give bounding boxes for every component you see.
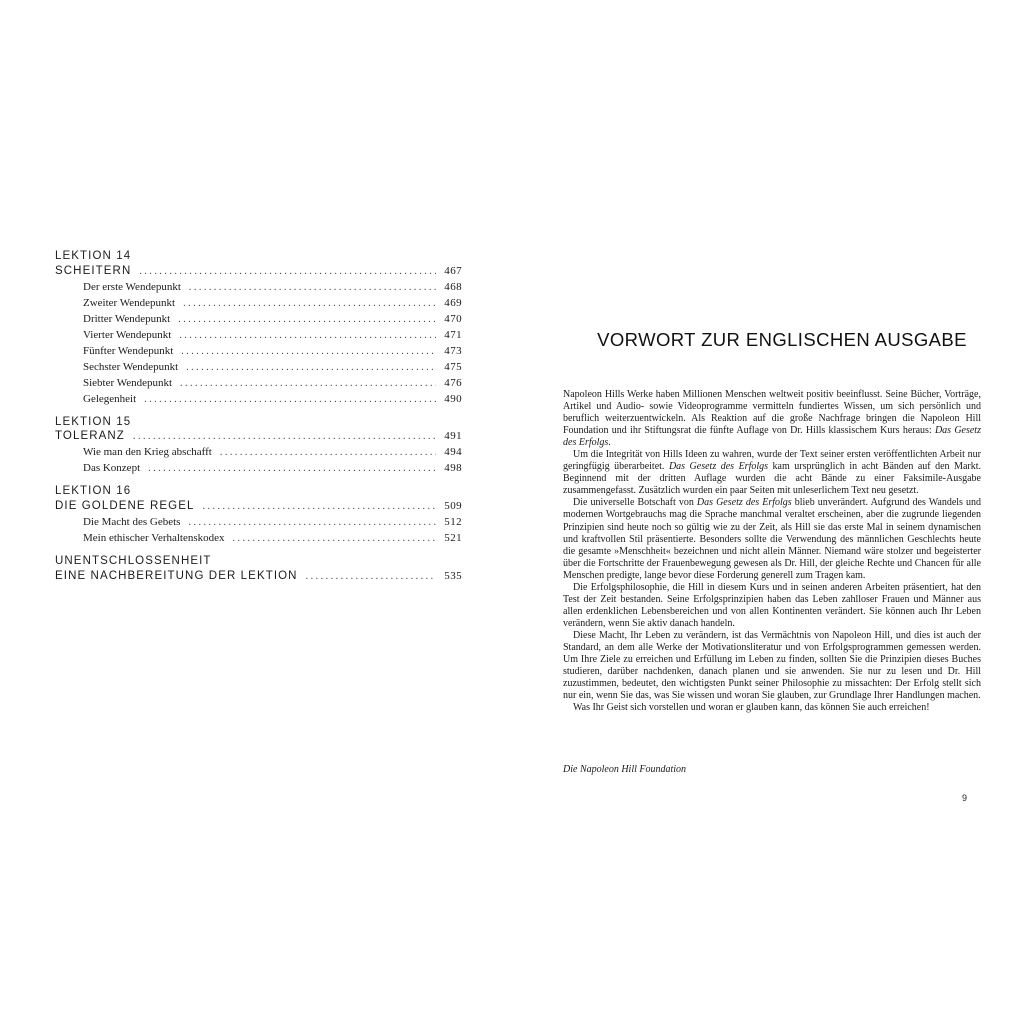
page-title: VORWORT ZUR ENGLISCHEN AUSGABE bbox=[597, 329, 967, 350]
text-span: kam ursprünglich in acht Bänden auf den Markt. Beginnend mit der dritten Auflage wurden die acht Bände zu einer Faksimile-Ausgabe zusammengefasst. Zusätzlich wurden ein paar Seiten mit unleserlichem Text neu gesetzt. bbox=[563, 461, 982, 497]
toc-entry-title: Zweiter Wendepunkt bbox=[83, 296, 176, 309]
toc-page-number: 476 bbox=[444, 376, 462, 389]
toc-page-number: 475 bbox=[444, 360, 462, 373]
lesson-label: LEKTION 15 bbox=[55, 415, 132, 428]
toc-entry-title: Die Macht des Gebets bbox=[83, 515, 181, 528]
toc-page-number: 470 bbox=[444, 312, 462, 325]
toc-entry-title: Vierter Wendepunkt bbox=[83, 328, 172, 341]
toc-group-lesson-15 bbox=[55, 415, 462, 479]
toc-page-number: 512 bbox=[444, 515, 462, 528]
toc-group-final bbox=[55, 554, 462, 586]
toc-entry[interactable] bbox=[55, 462, 462, 478]
toc-page-number: 521 bbox=[444, 531, 462, 544]
toc-heading-title: SCHEITERN bbox=[55, 264, 132, 277]
dot-leader bbox=[179, 330, 436, 341]
lesson-label: LEKTION 16 bbox=[55, 485, 132, 497]
toc-entry[interactable] bbox=[55, 313, 462, 329]
paragraph bbox=[563, 497, 981, 581]
foreword-body bbox=[563, 389, 981, 714]
toc-page-number: 509 bbox=[444, 499, 462, 512]
book-title: Das Gesetz des Erfolgs bbox=[696, 497, 792, 509]
toc-entry-title: Fünfter Wendepunkt bbox=[83, 344, 174, 357]
toc-page-number: 471 bbox=[444, 328, 462, 341]
right-page bbox=[512, 0, 1024, 1024]
toc-entry[interactable] bbox=[55, 361, 462, 377]
text-span: . bbox=[608, 437, 611, 449]
book-title: Das Gesetz des Erfolgs bbox=[563, 425, 981, 449]
toc-group-lesson-16 bbox=[55, 484, 462, 548]
dot-leader bbox=[306, 571, 437, 582]
toc-page-number: 469 bbox=[444, 296, 462, 309]
toc-entry[interactable] bbox=[55, 516, 462, 532]
text-span: Um die Integrität von Hills Ideen zu wahren, wurde der Text seiner ersten veröffentlichten Arbeit nur geringfügig überarbeitet. bbox=[563, 449, 981, 473]
toc-entry[interactable] bbox=[55, 532, 462, 548]
paragraph: Diese Macht, Ihr Leben zu verändern, ist das Vermächtnis von Napoleon Hill, und dies ist auch der Standard, an dem alle Werke der Motivationsliteratur und von Erfolgsprogrammen gemessen werden. Um Ihre Ziele zu erreichen und Erfüllung im Leben zu finden, sollten Sie die Prinzipien dieses Buches studieren, darüber nachdenken, danach planen und sie anwenden. Sie nur zu lesen und Dr. Hill zuzustimmen, bedeutet, den wichtigsten Punkt seiner Philosophie zu missachten: Der Erfolg stellt sich nur ein, wenn Sie das, was Sie wissen und woran Sie glauben, zur Grundlage Ihrer Handlungen machen. bbox=[563, 629, 981, 702]
dot-leader bbox=[181, 346, 436, 357]
paragraph: Die Erfolgsphilosophie, die Hill in diesem Kurs und in seinen anderen Arbeiten präsentiert, hat den Test der Zeit bestanden. Seine Erfolgsprinzipien haben das Leben zahlloser Frauen und Männer aus allen erdenklichen Lebensbereichen und von allen Kontinenten verändert. Sie können auch Ihr Leben verändern, wenn Sie aktiv danach handeln. bbox=[563, 581, 981, 629]
toc-entry[interactable] bbox=[55, 446, 462, 462]
toc-entry-title: Dritter Wendepunkt bbox=[83, 312, 171, 325]
dot-leader bbox=[180, 378, 436, 389]
toc-entry-heading[interactable] bbox=[55, 430, 462, 446]
dot-leader bbox=[220, 447, 436, 458]
toc-page-number: 498 bbox=[444, 462, 462, 474]
toc-entry[interactable] bbox=[55, 393, 462, 409]
toc-page-number: 468 bbox=[444, 280, 462, 293]
page-number: 9 bbox=[962, 793, 968, 803]
toc-entry[interactable] bbox=[55, 297, 462, 313]
signature: Die Napoleon Hill Foundation bbox=[563, 764, 687, 775]
toc-page-number: 490 bbox=[444, 392, 462, 405]
dot-leader bbox=[186, 362, 436, 373]
text-span: Die universelle Botschaft von bbox=[573, 497, 697, 509]
toc-entry-title: Siebter Wendepunkt bbox=[83, 376, 173, 389]
dot-leader bbox=[148, 463, 436, 474]
toc-page-number: 473 bbox=[444, 344, 462, 357]
dot-leader bbox=[144, 394, 436, 405]
dot-leader bbox=[202, 501, 436, 512]
toc-entry-title: Das Konzept bbox=[83, 462, 141, 474]
toc-entry-heading[interactable] bbox=[55, 570, 462, 586]
toc-entry-title: Sechster Wendepunkt bbox=[83, 360, 179, 373]
toc-page-number: 494 bbox=[444, 446, 462, 458]
book-title: Das Gesetz des Erfolgs bbox=[668, 461, 769, 473]
toc-entry-heading[interactable] bbox=[55, 265, 462, 281]
toc-page-number: 467 bbox=[444, 264, 462, 277]
dot-leader bbox=[233, 533, 437, 544]
paragraph: Was Ihr Geist sich vorstellen und woran er glauben kann, das können Sie auch erreichen! bbox=[573, 702, 930, 714]
toc-entry-title: Mein ethischer Verhaltenskodex bbox=[83, 531, 225, 544]
toc-heading-title: EINE NACHBEREITUNG DER LEKTION bbox=[55, 569, 298, 582]
lesson-label: LEKTION 14 bbox=[55, 250, 132, 262]
toc-heading-title: TOLERANZ bbox=[55, 430, 125, 442]
toc-final-line1: UNENTSCHLOSSENHEIT bbox=[55, 554, 212, 567]
paragraph bbox=[563, 449, 981, 497]
toc-entry[interactable] bbox=[55, 345, 462, 361]
dot-leader bbox=[178, 314, 436, 325]
paragraph bbox=[563, 389, 981, 449]
dot-leader bbox=[133, 431, 436, 442]
text-span: blieb unverändert. Aufgrund des Wandels und modernen Wortgebrauchs mag die Sprache manchmal veraltet erscheinen, aber die zugrunde liegenden Prinzipien sind heute noch so gültig wie zu der Zeit, als Hill sie das erste Mal in seinem dynamischen und kraftvollen Stil präsentierte. Besonders sollte die Verwendung des männlichen Geschlechts heute die gesamte »Menschheit« bezeichnen und nicht allein Männer. Niemand wäre stolzer und begeisterter über die Fortschritte der Frauenbewegung gewesen als Dr. Hill, der gleiche Rechte und Chancen für alle Menschen predigte, lange bevor diese Forderung generell zum Tragen kam. bbox=[563, 497, 981, 581]
toc-group-lesson-14 bbox=[55, 249, 462, 409]
dot-leader bbox=[139, 266, 436, 277]
toc-entry-title: Gelegenheit bbox=[83, 392, 137, 405]
dot-leader bbox=[183, 298, 436, 309]
dot-leader bbox=[188, 517, 436, 528]
toc-entry-heading[interactable] bbox=[55, 500, 462, 516]
toc-entry[interactable] bbox=[55, 281, 462, 297]
toc-entry-title: Der erste Wendepunkt bbox=[83, 280, 181, 293]
toc-heading-title: DIE GOLDENE REGEL bbox=[55, 499, 195, 512]
toc-page-number: 491 bbox=[444, 430, 462, 442]
toc-entry[interactable] bbox=[55, 377, 462, 393]
toc-entry-title: Wie man den Krieg abschafft bbox=[83, 446, 212, 458]
text-span: Napoleon Hills Werke haben Millionen Menschen weltweit positiv beeinflusst. Seine Bücher, Vorträge, Artikel und Audio- sowie Videoprogramme vermitteln fundiertes Wissen, um sich persönlich und beruflich weiterzuentwickeln. Als Reaktion auf die große Nachfrage bringen die Napoleon Hill Foundation und ihr Stiftungsrat die fünfte Auflage von Dr. Hills klassischem Kurs heraus: bbox=[563, 389, 981, 437]
dot-leader bbox=[189, 282, 436, 293]
toc-entry[interactable] bbox=[55, 329, 462, 345]
toc-page-number: 535 bbox=[444, 569, 462, 582]
table-of-contents bbox=[55, 249, 462, 592]
